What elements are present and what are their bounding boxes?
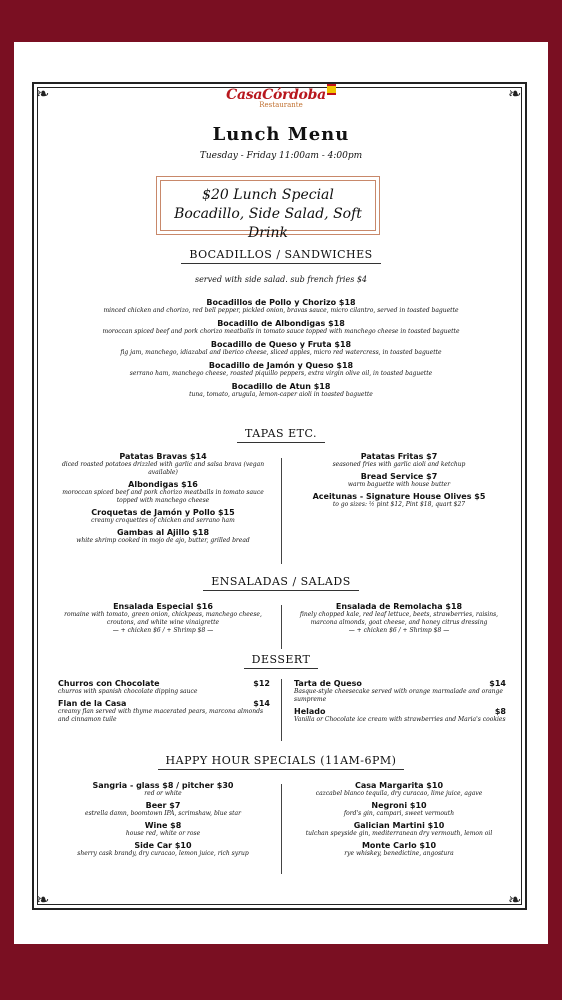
- menu-item: Bocadillo de Albondigas $18 moroccan spiced beef and pork chorizo meatballs in tomato sauce topped with manchego cheese in toasted baguette: [102, 319, 460, 335]
- menu-item: Croquetas de Jamón y Pollo $15 creamy croquettes of chicken and serrano ham: [91, 508, 235, 524]
- menu-item: Patatas Fritas $7 seasoned fries with garlic aioli and ketchup: [332, 452, 466, 468]
- special-line-1: $20 Lunch Special: [202, 187, 334, 203]
- menu-item: Casa Margarita $10 cazcabel blanco tequila, dry curacao, lime juice, agave: [315, 781, 483, 797]
- menu-header: [52, 124, 510, 161]
- menu-item: Bocadillo de Atun $18 tuna, tomato, arugula, lemon-caper aioli in toasted baguette: [189, 382, 373, 398]
- spain-flag-icon: [327, 84, 336, 95]
- menu-item: Ensalada de Remolacha $18 finely chopped kale, red leaf lettuce, beets, strawberries, raisins, marcona almonds, goat cheese, and honey citrus dressing — + chicken $6 / + Shrimp $8 —: [299, 602, 499, 634]
- section-heading-dessert: DESSERT: [52, 653, 510, 669]
- menu-item: Bocadillo de Jamón y Queso $18 serrano ham, manchego cheese, roasted piquillo peppers, extra virgin olive oil, in toasted baguette: [129, 361, 433, 377]
- menu-item: Churros con Chocolate $12 churros with spanish chocolate dipping sauce: [58, 679, 270, 695]
- menu-item: Beer $7 estrella damn, boomtown IPA, scrimshaw, blue star: [85, 801, 241, 817]
- menu-item: Monte Carlo $10 rye whiskey, benedictine, angostura: [344, 841, 454, 857]
- section-heading-bocadillos: BOCADILLOS / SANDWICHES: [52, 248, 510, 264]
- corner-ornament-icon: ❧: [508, 890, 522, 909]
- section-heading-salads: ENSALADAS / SALADS: [52, 575, 510, 591]
- menu-item: Flan de la Casa $14 creamy flan served with thyme macerated pears, marcona almonds and cinnamon tuile: [58, 699, 270, 723]
- happy-hour-right-column: [288, 781, 510, 858]
- dessert-left-column: [58, 679, 270, 724]
- menu-item: Galician Martini $10 tulchan speyside gin, mediterranean dry vermouth, lemon oil: [305, 821, 493, 837]
- corner-ornament-icon: ❧: [36, 84, 50, 103]
- menu-item: Aceitunas - Signature House Olives $5 to go sizes: ½ pint $12, Pint $18, quart $27: [312, 492, 486, 508]
- menu-item: Tarta de Queso $14 Basque-style cheesecake served with orange marmalade and orange sumpreme: [294, 679, 506, 703]
- corner-ornament-icon: ❧: [508, 84, 522, 103]
- bocadillos-section: [52, 276, 510, 399]
- brand-name: CasaCórdoba: [226, 87, 326, 103]
- page-title: Lunch Menu: [212, 124, 350, 145]
- menu-item: Ensalada Especial $16 romaine with tomato, green onion, chickpeas, manchego cheese, croutons, and white wine vinaigrette — + chicken $6 / + Shrimp $8 —: [64, 602, 262, 634]
- menu-paper: [14, 42, 548, 944]
- salads-right-column: [288, 602, 510, 635]
- column-divider: [281, 605, 282, 649]
- menu-item: Sangria - glass $8 / pitcher $30 red or white: [92, 781, 234, 797]
- hours-text: Tuesday - Friday 11:00am - 4:00pm: [199, 151, 363, 161]
- section-heading-happy-hour: HAPPY HOUR SPECIALS (11AM-6PM): [52, 754, 510, 770]
- brand-subtitle: Restaurante: [259, 101, 303, 109]
- lunch-special-box: [156, 176, 380, 241]
- salads-left-column: [52, 602, 274, 635]
- menu-item: Patatas Bravas $14 diced roasted potatoes drizzled with garlic and salsa brava (vegan available): [61, 452, 265, 476]
- menu-item: Wine $8 house red, white or rose: [125, 821, 201, 837]
- column-divider: [281, 784, 282, 874]
- menu-item: Negroni $10 ford's gin, campari, sweet vermouth: [343, 801, 455, 817]
- section-heading-tapas: TAPAS ETC.: [52, 427, 510, 443]
- tapas-left-column: [52, 452, 274, 545]
- restaurant-logo: [52, 84, 510, 109]
- happy-hour-left-column: [52, 781, 274, 858]
- menu-item: Side Car $10 sherry cask brandy, dry curacao, lemon juice, rich syrup: [77, 841, 249, 857]
- menu-item: Bread Service $7 warm baguette with house butter: [347, 472, 451, 488]
- menu-item: Bocadillos de Pollo y Chorizo $18 minced chicken and chorizo, red bell pepper, pickled onion, bravas sauce, micro cilantro, served in toasted baguette: [103, 298, 459, 314]
- menu-item: Albondigas $16 moroccan spiced beef and pork chorizo meatballs in tomato sauce topped with manchego cheese: [62, 480, 264, 504]
- special-line-2: Bocadillo, Side Salad, Soft Drink: [174, 206, 362, 241]
- column-divider: [281, 679, 282, 741]
- column-divider: [281, 458, 282, 564]
- menu-item: Helado $8 Vanilla or Chocolate ice cream with strawberries and Maria's cookies: [294, 707, 506, 723]
- menu-item: Gambas al Ajillo $18 white shrimp cooked in mojo de ajo, butter, grilled bread: [76, 528, 250, 544]
- tapas-right-column: [288, 452, 510, 509]
- dessert-right-column: [294, 679, 506, 724]
- menu-item: Bocadillo de Queso y Fruta $18 fig jam, manchego, idiazabal and iberico cheese, sliced apples, micro red watercress, in toasted baguette: [120, 340, 442, 356]
- bocadillos-note: served with side salad. sub french fries $4: [194, 275, 368, 284]
- corner-ornament-icon: ❧: [36, 890, 50, 909]
